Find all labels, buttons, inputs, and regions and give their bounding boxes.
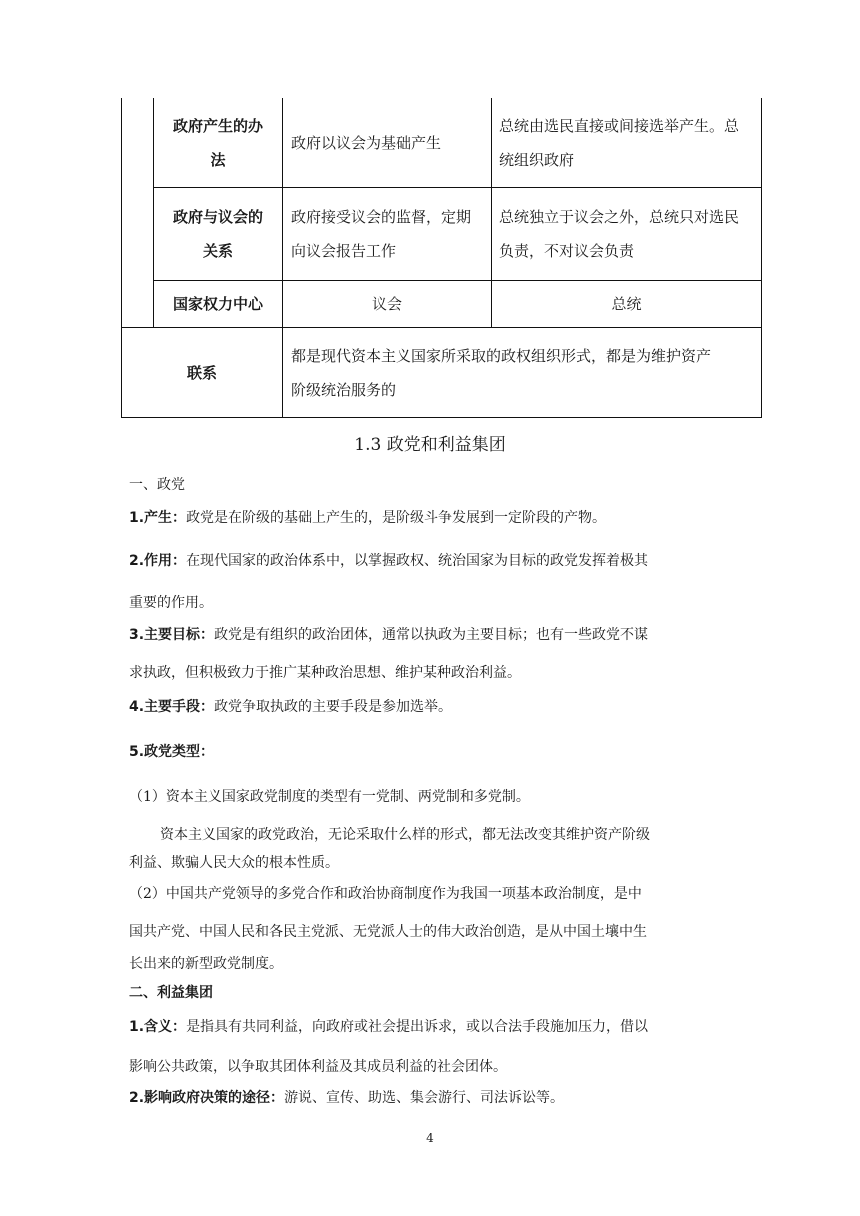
item-role: 2.作用：在现代国家的政治体系中，以掌握政权、统治国家为目标的政党发挥着极其 [129,553,649,569]
table-cell: 议会 [371,295,402,313]
item-meaning-cont: 影响公共政策，以争取其团体利益及其成员利益的社会团体。 [129,1059,507,1075]
lianxi-label: 联系 [186,363,217,382]
type-2: （2）中国共产党领导的多党合作和政治协商制度作为我国一项基本政治制度，是中 [129,886,642,902]
comparison-table [121,98,762,418]
item-meaning: 1.含义：是指具有共同利益，向政府或社会提出诉求，或以合法手段施加压力，借以 [129,1019,649,1035]
table-cell: 总统 [611,295,642,313]
item-types: 5.政党类型： [129,744,215,760]
type-2-cont-2: 长出来的新型政党制度。 [129,956,283,972]
item-origin: 1.产生：政党是在阶级的基础上产生的，是阶级斗争发展到一定阶段的产物。 [129,510,607,526]
lianxi-text: 都是现代资本主义国家所采取的政权组织形式，都是为维护资产 阶级统治服务的 [291,346,712,399]
type-1-desc: 资本主义国家的政党政治，无论采取什么样的形式，都无法改变其维护资产阶级 [160,827,650,843]
table-cell: 总统独立于议会之外，总统只对选民 负责，不对议会负责 [499,208,740,260]
type-1-desc-cont: 利益、欺骗人民大众的根本性质。 [129,855,339,871]
table-row-label: 政府与议会的 关系 [172,208,263,260]
heading-interest-groups: 二、利益集团 [129,985,213,1001]
section-title: 1.3 政党和利益集团 [354,435,506,455]
item-role-cont: 重要的作用。 [129,595,213,611]
item-means: 4.主要手段：政党争取执政的主要手段是参加选举。 [129,699,453,715]
heading-parties: 一、政党 [129,477,185,493]
table-cell: 总统由选民直接或间接选举产生。总 统组织政府 [499,116,740,169]
item-goal-cont: 求执政，但积极致力于推广某种政治思想、维护某种政治利益。 [129,665,521,681]
table-row-label: 政府产生的办 法 [172,116,263,169]
table-cell: 政府接受议会的监督，定期 向议会报告工作 [291,208,472,260]
page-number: 4 [426,1131,434,1145]
table-row-label: 国家权力中心 [172,295,263,313]
table-cell: 政府以议会为基础产生 [291,134,442,152]
type-2-cont-1: 国共产党、中国人民和各民主党派、无党派人士的伟大政治创造，是从中国土壤中生 [129,924,647,940]
type-1: （1）资本主义国家政党制度的类型有一党制、两党制和多党制。 [129,789,530,805]
item-goal: 3.主要目标：政党是有组织的政治团体，通常以执政为主要目标；也有一些政党不谋 [129,627,649,643]
item-channels: 2.影响政府决策的途径：游说、宣传、助选、集会游行、司法诉讼等。 [129,1090,565,1106]
